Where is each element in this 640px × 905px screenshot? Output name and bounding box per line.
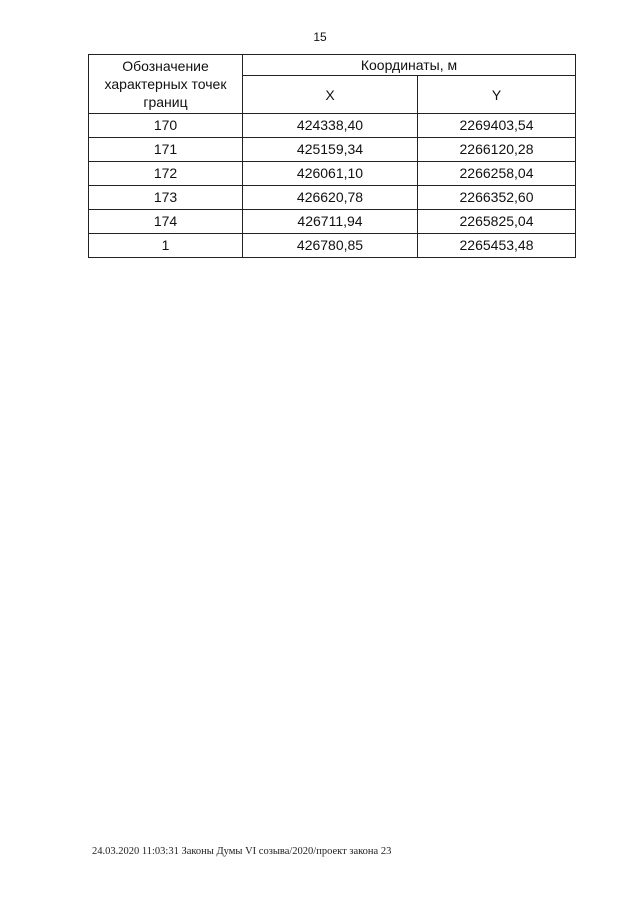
table-row [89,186,576,210]
y-cell: 2266352,60 [418,186,576,210]
point-id-cell: 174 [89,210,243,234]
y-cell: 2265825,04 [418,210,576,234]
point-id-cell: 173 [89,186,243,210]
table-row [89,138,576,162]
table-header-row [89,55,576,76]
table-row [89,234,576,258]
header-coordinates: Координаты, м [243,55,576,76]
header-point-designation [89,55,243,114]
y-cell: 2265453,48 [418,234,576,258]
document-footer: 24.03.2020 11:03:31 Законы Думы VI созыва/2020/проект закона 23 [92,846,392,857]
header-name-line: Обозначение [122,58,209,74]
header-y: Y [418,76,576,114]
x-cell: 426780,85 [243,234,418,258]
point-id-cell: 172 [89,162,243,186]
header-name-line: границ [143,94,188,110]
x-cell: 425159,34 [243,138,418,162]
table-row [89,114,576,138]
table-row [89,210,576,234]
page-number: 15 [313,30,327,44]
header-x: X [243,76,418,114]
y-cell: 2266258,04 [418,162,576,186]
x-cell: 424338,40 [243,114,418,138]
point-id-cell: 1 [89,234,243,258]
header-name-line: характерных точек [104,76,227,92]
y-cell: 2269403,54 [418,114,576,138]
x-cell: 426711,94 [243,210,418,234]
x-cell: 426061,10 [243,162,418,186]
coordinates-table [88,54,576,258]
x-cell: 426620,78 [243,186,418,210]
point-id-cell: 170 [89,114,243,138]
y-cell: 2266120,28 [418,138,576,162]
table-row [89,162,576,186]
point-id-cell: 171 [89,138,243,162]
